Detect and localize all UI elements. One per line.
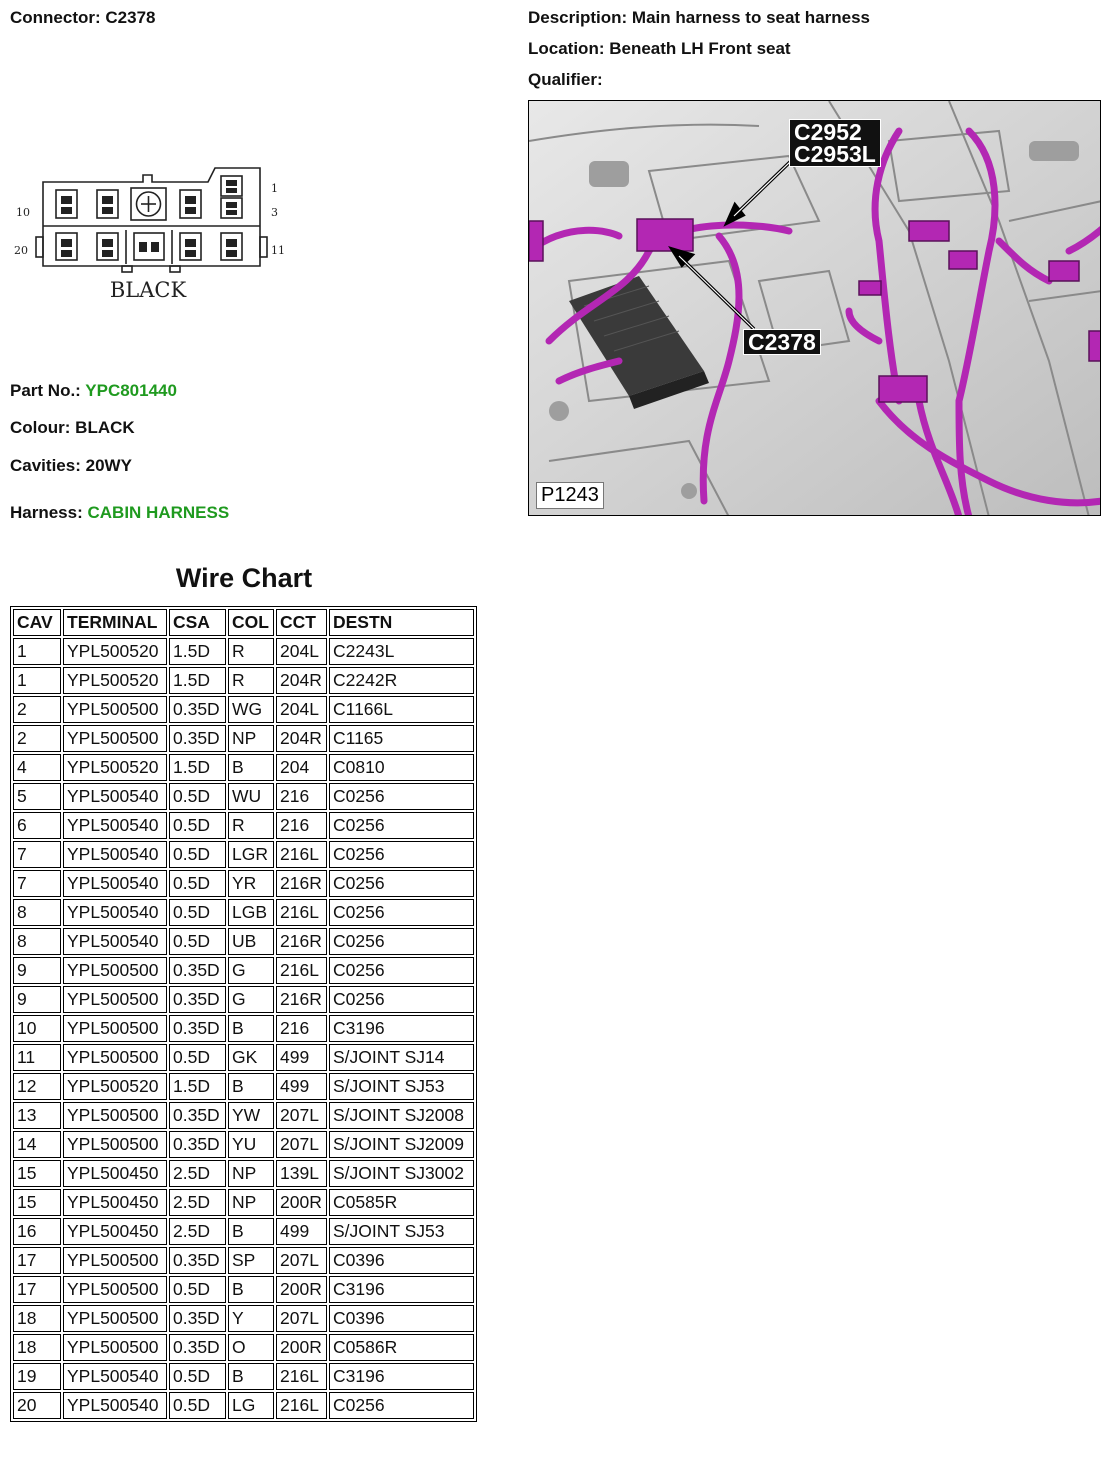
cav-cell: 18 bbox=[13, 1334, 61, 1361]
cct-cell: 204L bbox=[276, 638, 327, 665]
cav-cell: 2 bbox=[13, 725, 61, 752]
destn-cell: C1165 bbox=[329, 725, 474, 752]
cct-cell: 204 bbox=[276, 754, 327, 781]
terminal-cell: YPL500520 bbox=[63, 1073, 167, 1100]
terminal-cell: YPL500520 bbox=[63, 754, 167, 781]
cav-cell: 20 bbox=[13, 1392, 61, 1419]
col-cell: YW bbox=[228, 1102, 274, 1129]
csa-cell: 1.5D bbox=[169, 638, 226, 665]
header-csa: CSA bbox=[169, 609, 226, 636]
csa-cell: 0.35D bbox=[169, 986, 226, 1013]
table-row bbox=[13, 783, 474, 810]
destn-cell: C0256 bbox=[329, 899, 474, 926]
cav-cell: 1 bbox=[13, 638, 61, 665]
terminal-cell: YPL500540 bbox=[63, 812, 167, 839]
destn-cell: C2243L bbox=[329, 638, 474, 665]
terminal-cell: YPL500540 bbox=[63, 783, 167, 810]
destn-cell: S/JOINT SJ2008 bbox=[329, 1102, 474, 1129]
callout-c2378: C2378 bbox=[743, 329, 821, 355]
destn-cell: C0585R bbox=[329, 1189, 474, 1216]
csa-cell: 0.5D bbox=[169, 841, 226, 868]
terminal-cell: YPL500500 bbox=[63, 986, 167, 1013]
cct-cell: 216R bbox=[276, 928, 327, 955]
terminal-cell: YPL500500 bbox=[63, 1334, 167, 1361]
cct-cell: 499 bbox=[276, 1218, 327, 1245]
cct-cell: 207L bbox=[276, 1102, 327, 1129]
destn-cell: C0256 bbox=[329, 928, 474, 955]
csa-cell: 0.5D bbox=[169, 1044, 226, 1071]
col-cell: R bbox=[228, 812, 274, 839]
header-cct: CCT bbox=[276, 609, 327, 636]
col-cell: YU bbox=[228, 1131, 274, 1158]
colour-label: Colour: bbox=[10, 418, 71, 437]
table-row bbox=[13, 957, 474, 984]
cct-cell: 139L bbox=[276, 1160, 327, 1187]
cav-cell: 12 bbox=[13, 1073, 61, 1100]
location-label: Location: bbox=[528, 39, 605, 58]
destn-cell: C0256 bbox=[329, 812, 474, 839]
col-cell: R bbox=[228, 667, 274, 694]
table-row bbox=[13, 638, 474, 665]
cavities-info bbox=[10, 456, 132, 476]
part-number-link[interactable]: YPC801440 bbox=[85, 381, 177, 400]
cct-cell: 204R bbox=[276, 667, 327, 694]
csa-cell: 2.5D bbox=[169, 1189, 226, 1216]
connector-colour-label: BLACK bbox=[109, 278, 187, 302]
cct-cell: 216 bbox=[276, 812, 327, 839]
csa-cell: 1.5D bbox=[169, 754, 226, 781]
cct-cell: 216R bbox=[276, 870, 327, 897]
terminal-cell: YPL500500 bbox=[63, 725, 167, 752]
pin-label-11: 11 bbox=[271, 244, 285, 257]
description-info bbox=[528, 8, 870, 28]
terminal-cell: YPL500500 bbox=[63, 1305, 167, 1332]
destn-cell: C0396 bbox=[329, 1305, 474, 1332]
csa-cell: 0.35D bbox=[169, 725, 226, 752]
cav-cell: 19 bbox=[13, 1363, 61, 1390]
cav-cell: 15 bbox=[13, 1189, 61, 1216]
pin-label-3: 3 bbox=[271, 206, 278, 219]
destn-cell: C0256 bbox=[329, 870, 474, 897]
table-row bbox=[13, 1218, 474, 1245]
part-number-info bbox=[10, 381, 177, 401]
destn-cell: S/JOINT SJ14 bbox=[329, 1044, 474, 1071]
terminal-cell: YPL500450 bbox=[63, 1218, 167, 1245]
cct-cell: 204L bbox=[276, 696, 327, 723]
wire-chart-body bbox=[13, 638, 474, 1419]
csa-cell: 0.5D bbox=[169, 1276, 226, 1303]
cav-cell: 2 bbox=[13, 696, 61, 723]
col-cell: NP bbox=[228, 725, 274, 752]
connector-info bbox=[10, 8, 156, 28]
csa-cell: 0.35D bbox=[169, 1305, 226, 1332]
destn-cell: C2242R bbox=[329, 667, 474, 694]
col-cell: B bbox=[228, 1276, 274, 1303]
col-cell: GK bbox=[228, 1044, 274, 1071]
destn-cell: S/JOINT SJ3002 bbox=[329, 1160, 474, 1187]
col-cell: LG bbox=[228, 1392, 274, 1419]
cav-cell: 6 bbox=[13, 812, 61, 839]
cav-cell: 17 bbox=[13, 1276, 61, 1303]
csa-cell: 0.35D bbox=[169, 696, 226, 723]
table-row bbox=[13, 1044, 474, 1071]
table-row bbox=[13, 754, 474, 781]
destn-cell: S/JOINT SJ53 bbox=[329, 1073, 474, 1100]
cct-cell: 216L bbox=[276, 841, 327, 868]
csa-cell: 0.5D bbox=[169, 812, 226, 839]
description-label: Description: bbox=[528, 8, 628, 27]
header-cav: CAV bbox=[13, 609, 61, 636]
terminal-cell: YPL500520 bbox=[63, 638, 167, 665]
col-cell: WG bbox=[228, 696, 274, 723]
csa-cell: 2.5D bbox=[169, 1160, 226, 1187]
cav-cell: 8 bbox=[13, 899, 61, 926]
col-cell: B bbox=[228, 754, 274, 781]
terminal-cell: YPL500500 bbox=[63, 1015, 167, 1042]
cav-cell: 10 bbox=[13, 1015, 61, 1042]
destn-cell: C0256 bbox=[329, 986, 474, 1013]
cav-cell: 15 bbox=[13, 1160, 61, 1187]
cavities-value: 20WY bbox=[85, 456, 132, 475]
table-row bbox=[13, 1015, 474, 1042]
connector-value: C2378 bbox=[105, 8, 156, 27]
table-row bbox=[13, 841, 474, 868]
terminal-cell: YPL500500 bbox=[63, 1276, 167, 1303]
table-row bbox=[13, 1305, 474, 1332]
qualifier-info bbox=[528, 70, 603, 90]
csa-cell: 0.35D bbox=[169, 1247, 226, 1274]
qualifier-label: Qualifier: bbox=[528, 70, 603, 89]
header-col: COL bbox=[228, 609, 274, 636]
terminal-cell: YPL500540 bbox=[63, 841, 167, 868]
cct-cell: 207L bbox=[276, 1305, 327, 1332]
terminal-cell: YPL500500 bbox=[63, 1131, 167, 1158]
destn-cell: C0586R bbox=[329, 1334, 474, 1361]
col-cell: B bbox=[228, 1015, 274, 1042]
destn-cell: C3196 bbox=[329, 1276, 474, 1303]
cav-cell: 5 bbox=[13, 783, 61, 810]
table-row bbox=[13, 1189, 474, 1216]
cav-cell: 7 bbox=[13, 870, 61, 897]
terminal-cell: YPL500540 bbox=[63, 1363, 167, 1390]
location-info bbox=[528, 39, 791, 59]
table-row bbox=[13, 1276, 474, 1303]
cct-cell: 216L bbox=[276, 899, 327, 926]
location-value: Beneath LH Front seat bbox=[609, 39, 791, 58]
table-row bbox=[13, 1334, 474, 1361]
terminal-cell: YPL500500 bbox=[63, 1247, 167, 1274]
col-cell: SP bbox=[228, 1247, 274, 1274]
cav-cell: 14 bbox=[13, 1131, 61, 1158]
terminal-cell: YPL500540 bbox=[63, 928, 167, 955]
terminal-cell: YPL500450 bbox=[63, 1189, 167, 1216]
cct-cell: 499 bbox=[276, 1073, 327, 1100]
wire-chart-title: Wire Chart bbox=[175, 563, 313, 593]
location-figure bbox=[528, 100, 1101, 516]
csa-cell: 0.5D bbox=[169, 899, 226, 926]
destn-cell: C0256 bbox=[329, 783, 474, 810]
col-cell: G bbox=[228, 957, 274, 984]
csa-cell: 0.35D bbox=[169, 1334, 226, 1361]
pin-label-1: 1 bbox=[271, 182, 278, 195]
cct-cell: 200R bbox=[276, 1276, 327, 1303]
destn-cell: C0256 bbox=[329, 841, 474, 868]
header-terminal: TERMINAL bbox=[63, 609, 167, 636]
cct-cell: 207L bbox=[276, 1131, 327, 1158]
table-row bbox=[13, 986, 474, 1013]
destn-cell: C0256 bbox=[329, 957, 474, 984]
connector-label: Connector: bbox=[10, 8, 101, 27]
terminal-cell: YPL500540 bbox=[63, 870, 167, 897]
csa-cell: 1.5D bbox=[169, 667, 226, 694]
cavities-label: Cavities: bbox=[10, 456, 81, 475]
table-row bbox=[13, 1392, 474, 1419]
table-row bbox=[13, 696, 474, 723]
cav-cell: 16 bbox=[13, 1218, 61, 1245]
harness-label: Harness: bbox=[10, 503, 83, 522]
col-cell: WU bbox=[228, 783, 274, 810]
cct-cell: 204R bbox=[276, 725, 327, 752]
csa-cell: 0.5D bbox=[169, 1363, 226, 1390]
destn-cell: S/JOINT SJ53 bbox=[329, 1218, 474, 1245]
table-row bbox=[13, 1363, 474, 1390]
col-cell: NP bbox=[228, 1189, 274, 1216]
cav-cell: 1 bbox=[13, 667, 61, 694]
col-cell: O bbox=[228, 1334, 274, 1361]
cav-cell: 4 bbox=[13, 754, 61, 781]
colour-info bbox=[10, 418, 135, 438]
col-cell: NP bbox=[228, 1160, 274, 1187]
csa-cell: 2.5D bbox=[169, 1218, 226, 1245]
csa-cell: 1.5D bbox=[169, 1073, 226, 1100]
part-number-label: Part No.: bbox=[10, 381, 81, 400]
cav-cell: 13 bbox=[13, 1102, 61, 1129]
cct-cell: 216R bbox=[276, 986, 327, 1013]
callout-c2952-c2953l bbox=[789, 119, 881, 167]
table-row bbox=[13, 1160, 474, 1187]
terminal-cell: YPL500540 bbox=[63, 899, 167, 926]
destn-cell: C3196 bbox=[329, 1363, 474, 1390]
csa-cell: 0.5D bbox=[169, 870, 226, 897]
cav-cell: 8 bbox=[13, 928, 61, 955]
cct-cell: 216 bbox=[276, 1015, 327, 1042]
cct-cell: 207L bbox=[276, 1247, 327, 1274]
destn-cell: S/JOINT SJ2009 bbox=[329, 1131, 474, 1158]
csa-cell: 0.35D bbox=[169, 1131, 226, 1158]
cav-cell: 9 bbox=[13, 986, 61, 1013]
terminal-cell: YPL500500 bbox=[63, 696, 167, 723]
connector-diagram bbox=[10, 160, 300, 310]
cav-cell: 11 bbox=[13, 1044, 61, 1071]
terminal-cell: YPL500500 bbox=[63, 1044, 167, 1071]
pin-label-10: 10 bbox=[16, 206, 30, 219]
col-cell: B bbox=[228, 1218, 274, 1245]
csa-cell: 0.5D bbox=[169, 783, 226, 810]
terminal-cell: YPL500500 bbox=[63, 957, 167, 984]
destn-cell: C0810 bbox=[329, 754, 474, 781]
callout-c2952: C2952 bbox=[794, 119, 862, 145]
cct-cell: 216 bbox=[276, 783, 327, 810]
cav-cell: 9 bbox=[13, 957, 61, 984]
table-row bbox=[13, 812, 474, 839]
csa-cell: 0.5D bbox=[169, 928, 226, 955]
harness-link[interactable]: CABIN HARNESS bbox=[87, 503, 230, 522]
table-row bbox=[13, 667, 474, 694]
csa-cell: 0.5D bbox=[169, 1392, 226, 1419]
wire-chart-header-row bbox=[13, 609, 474, 636]
table-row bbox=[13, 1102, 474, 1129]
cav-cell: 17 bbox=[13, 1247, 61, 1274]
pin-label-20: 20 bbox=[14, 244, 28, 257]
destn-cell: C0256 bbox=[329, 1392, 474, 1419]
connector-face-drawing bbox=[10, 160, 300, 310]
callout-c2953l: C2953L bbox=[794, 141, 876, 167]
destn-cell: C3196 bbox=[329, 1015, 474, 1042]
col-cell: Y bbox=[228, 1305, 274, 1332]
header-destn: DESTN bbox=[329, 609, 474, 636]
table-row bbox=[13, 1247, 474, 1274]
cct-cell: 200R bbox=[276, 1189, 327, 1216]
cct-cell: 499 bbox=[276, 1044, 327, 1071]
table-row bbox=[13, 725, 474, 752]
cct-cell: 216L bbox=[276, 1392, 327, 1419]
cct-cell: 200R bbox=[276, 1334, 327, 1361]
col-cell: B bbox=[228, 1363, 274, 1390]
col-cell: R bbox=[228, 638, 274, 665]
table-row bbox=[13, 1131, 474, 1158]
cct-cell: 216L bbox=[276, 1363, 327, 1390]
figure-reference: P1243 bbox=[536, 482, 604, 509]
terminal-cell: YPL500520 bbox=[63, 667, 167, 694]
col-cell: UB bbox=[228, 928, 274, 955]
terminal-cell: YPL500500 bbox=[63, 1102, 167, 1129]
terminal-cell: YPL500540 bbox=[63, 1392, 167, 1419]
destn-cell: C0396 bbox=[329, 1247, 474, 1274]
wire-chart-table bbox=[10, 606, 477, 1422]
colour-value: BLACK bbox=[75, 418, 135, 437]
col-cell: G bbox=[228, 986, 274, 1013]
destn-cell: C1166L bbox=[329, 696, 474, 723]
cct-cell: 216L bbox=[276, 957, 327, 984]
col-cell: YR bbox=[228, 870, 274, 897]
description-value: Main harness to seat harness bbox=[631, 8, 871, 27]
col-cell: B bbox=[228, 1073, 274, 1100]
table-row bbox=[13, 1073, 474, 1100]
cav-cell: 18 bbox=[13, 1305, 61, 1332]
csa-cell: 0.35D bbox=[169, 1102, 226, 1129]
csa-cell: 0.35D bbox=[169, 1015, 226, 1042]
col-cell: LGB bbox=[228, 899, 274, 926]
table-row bbox=[13, 870, 474, 897]
terminal-cell: YPL500450 bbox=[63, 1160, 167, 1187]
harness-info bbox=[10, 503, 229, 523]
cav-cell: 7 bbox=[13, 841, 61, 868]
col-cell: LGR bbox=[228, 841, 274, 868]
table-row bbox=[13, 899, 474, 926]
csa-cell: 0.35D bbox=[169, 957, 226, 984]
table-row bbox=[13, 928, 474, 955]
